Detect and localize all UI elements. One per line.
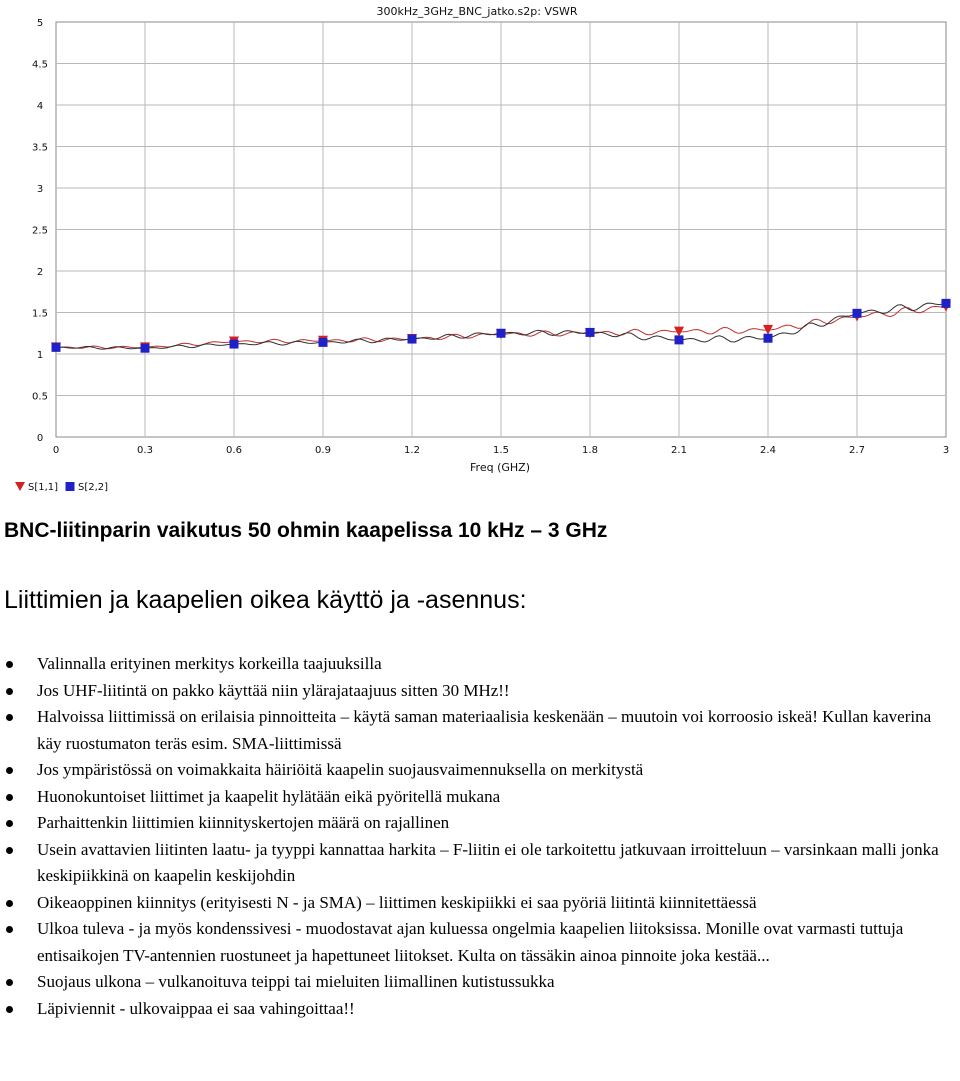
bullet-item bbox=[0, 810, 950, 837]
bullet-text: Suojaus ulkona – vulkanoituva teippi tai mieluiten liimallinen kutistussukka bbox=[37, 972, 555, 991]
x-tick-label: 1.2 bbox=[404, 445, 420, 456]
bullet-dot-icon bbox=[6, 794, 13, 801]
page-title: BNC-liitinparin vaikutus 50 ohmin kaapelissa 10 kHz – 3 GHz bbox=[4, 519, 608, 542]
data-point bbox=[52, 343, 61, 352]
bullet-dot-icon bbox=[6, 926, 13, 933]
bullet-dot-icon bbox=[6, 767, 13, 774]
bullet-item bbox=[0, 784, 950, 811]
x-tick-label: 1.8 bbox=[582, 445, 598, 456]
bullet-text: Halvoissa liittimissä on erilaisia pinnoitteita – käytä saman materiaalisia keskenään – muutoin voi korroosio iskeä! Kullan kaverina käy ruostumaton teräs esim. SMA-liittimissä bbox=[37, 707, 932, 753]
y-tick-label: 1.5 bbox=[32, 308, 48, 320]
x-tick-labels bbox=[53, 445, 949, 456]
bullet-text: Jos ympäristössä on voimakkaita häiriöitä kaapelin suojausvaimennuksella on merkitystä bbox=[37, 760, 644, 779]
x-tick-label: 0.9 bbox=[315, 445, 331, 456]
bullet-text: Jos UHF-liitintä on pakko käyttää niin ylärajataajuus sitten 30 MHz!! bbox=[37, 680, 510, 700]
bullet-text: Oikeaoppinen kiinnitys (erityisesti N - ja SMA) – liittimen keskipiikki ei saa pyöriä liitintä kiinnitettäessä bbox=[37, 892, 757, 912]
data-point bbox=[853, 309, 862, 318]
x-tick-label: 2.7 bbox=[849, 445, 865, 456]
y-tick-label: 5 bbox=[36, 18, 44, 29]
x-tick-label: 0.3 bbox=[137, 445, 153, 456]
data-point bbox=[141, 344, 150, 353]
data-point bbox=[230, 340, 239, 349]
x-tick-label: 2.1 bbox=[671, 445, 687, 456]
bullet-dot-icon bbox=[6, 1006, 13, 1013]
y-tick-label: 1 bbox=[36, 350, 44, 361]
legend-label: S[2,2] bbox=[78, 482, 109, 493]
x-tick-label: 0 bbox=[52, 445, 60, 456]
y-tick-label: 2.5 bbox=[32, 225, 48, 237]
bullet-item bbox=[0, 651, 950, 678]
bullet-item bbox=[0, 704, 950, 757]
vswr-chart bbox=[0, 0, 960, 500]
data-point bbox=[319, 338, 328, 347]
y-tick-label: 4.5 bbox=[32, 59, 48, 71]
data-point bbox=[586, 328, 595, 337]
y-tick-label: 3 bbox=[36, 184, 44, 195]
y-tick-label: 0.5 bbox=[32, 391, 48, 403]
x-tick-label: 3 bbox=[942, 445, 950, 456]
bullet-text: Huonokuntoiset liittimet ja kaapelit hylätään eikä pyöritellä mukana bbox=[37, 786, 501, 806]
bullet-dot-icon bbox=[6, 820, 13, 827]
y-tick-label: 4 bbox=[36, 101, 44, 112]
bullet-dot-icon bbox=[6, 688, 13, 695]
bullet-text: Valinnalla erityinen merkitys korkeilla taajuuksilla bbox=[37, 654, 382, 673]
bullet-item bbox=[0, 837, 950, 890]
y-tick-label: 0 bbox=[36, 433, 44, 444]
bullet-item bbox=[0, 678, 950, 705]
bullet-item bbox=[0, 996, 950, 1023]
x-tick-label: 1.5 bbox=[493, 445, 509, 456]
data-point bbox=[408, 335, 417, 344]
bullet-item bbox=[0, 969, 950, 996]
legend bbox=[15, 482, 108, 493]
bullet-item bbox=[0, 757, 950, 784]
y-tick-label: 3.5 bbox=[32, 142, 48, 154]
x-tick-label: 0.6 bbox=[226, 445, 242, 456]
data-point bbox=[675, 335, 684, 344]
data-point bbox=[764, 334, 773, 343]
bullet-item bbox=[0, 916, 950, 969]
section-heading: Liittimien ja kaapelien oikea käyttö ja -asennus: bbox=[4, 586, 527, 614]
bullet-list bbox=[0, 651, 950, 1022]
bullet-dot-icon bbox=[6, 900, 13, 907]
x-axis-label: Freq (GHZ) bbox=[470, 461, 530, 474]
y-tick-labels bbox=[32, 18, 48, 444]
bullet-text: Parhaittenkin liittimien kiinnityskertojen määrä on rajallinen bbox=[37, 813, 450, 832]
bullet-text: Usein avattavien liitinten laatu- ja tyyppi kannattaa harkita – F-liitin ei ole tarkoitettu jatkuvaan irroitteluun – varsinkaan malli jonka keskipiikkinä on kaapelin keskijohdin bbox=[37, 839, 939, 885]
x-tick-label: 2.4 bbox=[760, 445, 776, 456]
legend-marker bbox=[15, 482, 25, 491]
chart-title: 300kHz_3GHz_BNC_jatko.s2p: VSWR bbox=[376, 5, 578, 18]
bullet-dot-icon bbox=[6, 714, 13, 721]
legend-marker bbox=[66, 482, 75, 491]
bullet-text: Ulkoa tuleva - ja myös kondenssivesi - muodostavat ajan kuluessa ongelmia kaapelien liitoksissa. Monille ovat varmasti tuttuja entisaikojen TV-antennien ruostuneet ja hapettuneet liitokset. Kulta on tässäkin ainoa pinnoite joka kestää... bbox=[37, 919, 904, 965]
bullet-item bbox=[0, 890, 950, 917]
bullet-dot-icon bbox=[6, 979, 13, 986]
data-point bbox=[497, 329, 506, 338]
bullet-text: Läpiviennit - ulkovaippaa ei saa vahingoittaa!! bbox=[37, 998, 355, 1018]
y-tick-label: 2 bbox=[36, 267, 44, 278]
data-point bbox=[942, 299, 951, 308]
legend-label: S[1,1] bbox=[28, 482, 59, 493]
bullet-dot-icon bbox=[6, 847, 13, 854]
bullet-dot-icon bbox=[6, 661, 13, 668]
